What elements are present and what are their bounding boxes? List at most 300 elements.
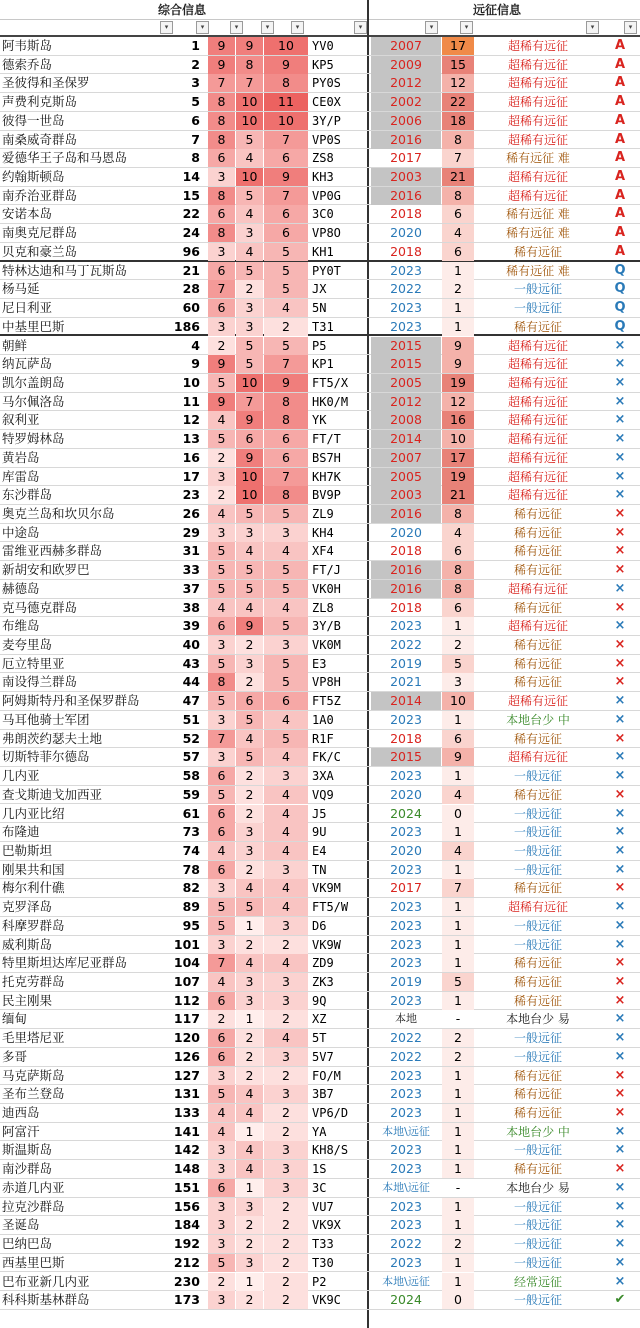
- score-2: 4: [236, 1160, 263, 1178]
- table-row[interactable]: [0, 580, 640, 599]
- filter-dropdown-icon[interactable]: ▾: [354, 21, 367, 34]
- score-1: 6: [208, 767, 235, 785]
- score-1: 5: [208, 542, 235, 560]
- status-a-icon: A: [614, 94, 626, 110]
- callsign-prefix: 5N: [312, 301, 327, 316]
- table-row[interactable]: [0, 74, 640, 93]
- years-since: 1: [442, 1198, 474, 1216]
- entity-name: 圣布兰登岛: [2, 1086, 65, 1102]
- callsign-prefix: VK9M: [312, 881, 341, 896]
- last-expedition-year: 2021: [390, 674, 422, 690]
- expedition-category: 稀有远征: [513, 993, 562, 1008]
- score-3: 11: [264, 93, 308, 111]
- score-1: 9: [208, 37, 235, 55]
- status-a-icon: A: [614, 225, 626, 241]
- expedition-category: 超稀有远征: [507, 694, 568, 709]
- table-row[interactable]: [0, 805, 640, 824]
- callsign-prefix: HK0/M: [312, 394, 349, 409]
- rank-value: 141: [173, 1123, 200, 1139]
- last-expedition-year: 2015: [371, 748, 441, 766]
- expedition-category: 一般远征: [513, 806, 562, 821]
- callsign-prefix: ZS8: [312, 151, 334, 166]
- callsign-prefix: VK0H: [312, 581, 341, 596]
- table-row[interactable]: [0, 205, 640, 224]
- table-row[interactable]: [0, 1160, 640, 1179]
- years-since: 4: [442, 842, 474, 860]
- entity-name: 南设得兰群岛: [2, 674, 78, 690]
- table-row[interactable]: [0, 505, 640, 524]
- rank-value: 117: [173, 1011, 200, 1027]
- score-1: 8: [208, 224, 235, 242]
- table-row[interactable]: [0, 1067, 640, 1086]
- score-1: 5: [208, 898, 235, 916]
- score-1: 4: [208, 973, 235, 991]
- x-mark-icon: ×: [614, 880, 626, 896]
- expedition-category: 超稀有远征: [507, 375, 568, 390]
- expedition-category: 稀有远征: [513, 731, 562, 746]
- score-3: 2: [264, 1067, 308, 1085]
- entity-name: 阿姆斯特丹和圣保罗群岛: [2, 693, 140, 709]
- last-expedition-year: 2005: [371, 374, 441, 392]
- table-row[interactable]: [0, 599, 640, 618]
- entity-name: 托克劳群岛: [2, 974, 65, 989]
- expedition-category: 稀有远征 难: [506, 207, 570, 222]
- rank-value: 2: [191, 56, 200, 72]
- entity-name: 黄岩岛: [2, 449, 40, 465]
- table-row[interactable]: [0, 673, 640, 692]
- table-row[interactable]: [0, 655, 640, 674]
- score-1: 5: [208, 580, 235, 598]
- x-mark-icon: ×: [614, 805, 626, 821]
- entity-name: 声费利克斯岛: [2, 94, 78, 110]
- callsign-prefix: D6: [312, 918, 327, 933]
- score-1: 6: [208, 1029, 235, 1047]
- score-3: 2: [264, 1273, 308, 1291]
- rank-value: 8: [191, 150, 200, 166]
- years-since: 7: [442, 879, 474, 897]
- table-row[interactable]: [0, 1179, 640, 1198]
- callsign-prefix: VP8H: [312, 675, 341, 690]
- score-3: 4: [264, 954, 308, 972]
- rank-value: 60: [182, 300, 200, 316]
- expedition-category: 稀有远征: [513, 563, 562, 578]
- rank-value: 9: [191, 356, 200, 372]
- score-1: 6: [208, 617, 235, 635]
- score-2: 5: [236, 561, 263, 579]
- score-1: 3: [208, 318, 235, 336]
- table-row[interactable]: [0, 1141, 640, 1160]
- callsign-prefix: YA: [312, 1124, 327, 1139]
- filter-dropdown-icon[interactable]: ▾: [624, 21, 637, 34]
- years-since: 1: [442, 318, 474, 336]
- entity-name: 贝克和豪兰岛: [2, 243, 78, 259]
- x-mark-icon: ×: [614, 524, 626, 540]
- entity-name: 南沙群岛: [2, 1161, 53, 1177]
- score-1: 6: [208, 805, 235, 823]
- years-since: 1: [442, 262, 474, 280]
- expedition-category: 本地台少 易: [506, 1012, 570, 1027]
- filter-dropdown-icon[interactable]: ▾: [261, 21, 274, 34]
- entity-name: 马克萨斯岛: [2, 1067, 65, 1083]
- years-since: 19: [442, 374, 474, 392]
- last-expedition-year: 2023: [390, 711, 422, 727]
- last-expedition-year: 本地: [395, 1012, 417, 1026]
- expedition-category: 一般远征: [513, 1143, 562, 1158]
- table-row[interactable]: [0, 1198, 640, 1217]
- score-2: 6: [236, 692, 263, 710]
- score-3: 4: [264, 599, 308, 617]
- x-mark-icon: ×: [614, 824, 626, 840]
- table-row[interactable]: [0, 767, 640, 786]
- table-row[interactable]: [0, 318, 640, 337]
- score-3: 2: [264, 1216, 308, 1234]
- rank-value: 10: [182, 374, 200, 390]
- last-expedition-year: 2023: [390, 992, 422, 1008]
- callsign-prefix: ZK3: [312, 975, 334, 989]
- expedition-category: 超稀有远征: [507, 581, 568, 596]
- table-row[interactable]: [0, 861, 640, 880]
- entity-name: 阿富汗: [2, 1123, 40, 1139]
- table-row[interactable]: [0, 112, 640, 131]
- score-3: 4: [264, 299, 308, 317]
- table-row[interactable]: [0, 711, 640, 730]
- table-row[interactable]: [0, 93, 640, 112]
- x-mark-icon: ×: [614, 356, 626, 372]
- expedition-category: 稀有远征: [513, 1162, 562, 1177]
- entity-name: 东沙群岛: [2, 487, 53, 503]
- last-expedition-year: 2018: [390, 206, 422, 222]
- table-row[interactable]: [0, 617, 640, 636]
- expedition-category: 超稀有远征: [507, 432, 568, 447]
- years-since: 6: [442, 243, 474, 261]
- filter-dropdown-icon[interactable]: ▾: [425, 21, 438, 34]
- table-row[interactable]: [0, 243, 640, 262]
- table-row[interactable]: [0, 168, 640, 187]
- entity-name: 中途岛: [2, 524, 40, 540]
- last-expedition-year: 2019: [390, 974, 422, 989]
- callsign-prefix: VP0G: [312, 188, 341, 203]
- callsign-prefix: XZ: [312, 1012, 327, 1027]
- table-row[interactable]: [0, 936, 640, 955]
- table-row[interactable]: [0, 730, 640, 749]
- score-1: 5: [208, 917, 235, 935]
- callsign-prefix: 3XA: [312, 769, 334, 784]
- score-1: 3: [208, 468, 235, 486]
- rank-value: 212: [173, 1254, 200, 1270]
- expedition-category: 稀有远征 难: [506, 263, 570, 278]
- filter-dropdown-icon[interactable]: ▾: [196, 21, 209, 34]
- callsign-prefix: T31: [312, 319, 334, 334]
- score-2: 2: [236, 1067, 263, 1085]
- expedition-category: 超稀有远征: [507, 488, 568, 503]
- last-expedition-year: 2023: [390, 1067, 422, 1083]
- filter-dropdown-icon[interactable]: ▾: [460, 21, 473, 34]
- table-row[interactable]: [0, 1104, 640, 1123]
- expedition-category: 稀有远征: [513, 956, 562, 971]
- table-row[interactable]: [0, 187, 640, 206]
- rank-value: 127: [173, 1067, 200, 1083]
- years-since: 8: [442, 580, 474, 598]
- table-row[interactable]: [0, 542, 640, 561]
- years-since: -: [455, 1011, 461, 1027]
- score-2: 2: [236, 767, 263, 785]
- table-row[interactable]: [0, 748, 640, 767]
- score-1: 2: [208, 486, 235, 504]
- last-expedition-year: 2003: [371, 486, 441, 504]
- table-row[interactable]: [0, 973, 640, 992]
- table-row[interactable]: [0, 430, 640, 449]
- callsign-prefix: BV9P: [312, 488, 341, 503]
- years-since: 2: [442, 636, 474, 654]
- callsign-prefix: P2: [312, 1274, 327, 1289]
- table-row[interactable]: [0, 149, 640, 168]
- table-row[interactable]: [0, 393, 640, 412]
- score-3: 5: [264, 337, 308, 355]
- table-row[interactable]: [0, 1291, 640, 1310]
- last-expedition-year: 2024: [390, 805, 422, 821]
- status-a-icon: A: [614, 56, 626, 72]
- rank-value: 89: [182, 899, 200, 915]
- table-row[interactable]: [0, 337, 640, 356]
- expedition-category: 一般远征: [513, 918, 562, 933]
- years-since: -: [455, 1179, 461, 1195]
- score-2: 3: [236, 842, 263, 860]
- entity-name: 圣诞岛: [2, 1217, 40, 1233]
- table-row[interactable]: [0, 879, 640, 898]
- score-1: 3: [208, 168, 235, 186]
- expedition-category: 本地台少 中: [506, 712, 570, 727]
- score-2: 2: [236, 673, 263, 691]
- score-1: 5: [208, 655, 235, 673]
- rank-value: 17: [182, 468, 200, 484]
- callsign-prefix: VK9C: [312, 1293, 341, 1308]
- score-2: 10: [236, 468, 263, 486]
- filter-dropdown-icon[interactable]: ▾: [230, 21, 243, 34]
- table-row[interactable]: [0, 468, 640, 487]
- table-row[interactable]: [0, 449, 640, 468]
- table-row[interactable]: [0, 224, 640, 243]
- table-row[interactable]: [0, 1254, 640, 1273]
- x-mark-icon: ×: [614, 637, 626, 653]
- table-row[interactable]: [0, 411, 640, 430]
- x-mark-icon: ×: [614, 786, 626, 802]
- last-expedition-year: 2018: [390, 243, 422, 259]
- score-1: 3: [208, 636, 235, 654]
- last-expedition-year: 2015: [371, 337, 441, 355]
- table-row[interactable]: [0, 37, 640, 56]
- callsign-prefix: T33: [312, 1237, 334, 1252]
- table-row[interactable]: [0, 692, 640, 711]
- table-row[interactable]: [0, 56, 640, 75]
- score-3: 6: [264, 149, 308, 167]
- score-1: 6: [208, 205, 235, 223]
- score-2: 10: [236, 168, 263, 186]
- rank-value: 5: [191, 94, 200, 110]
- score-1: 4: [208, 599, 235, 617]
- table-row[interactable]: [0, 262, 640, 281]
- score-1: 3: [208, 243, 235, 261]
- score-3: 10: [264, 37, 308, 55]
- right-section-title: 远征信息: [473, 3, 522, 17]
- status-q-icon: Q: [614, 262, 626, 278]
- entity-name: 圣彼得和圣保罗: [2, 75, 90, 91]
- years-since: 6: [442, 205, 474, 223]
- rank-value: 126: [173, 1048, 200, 1064]
- entity-name: 爱德华王子岛和马恩岛: [2, 150, 128, 166]
- entity-name: 库雷岛: [2, 468, 40, 484]
- last-expedition-year: 2009: [371, 56, 441, 74]
- score-3: 6: [264, 430, 308, 448]
- table-row[interactable]: [0, 636, 640, 655]
- years-since: 1: [442, 767, 474, 785]
- filter-dropdown-icon[interactable]: ▾: [160, 21, 173, 34]
- score-3: 5: [264, 505, 308, 523]
- score-2: 4: [236, 1141, 263, 1159]
- status-a-icon: A: [614, 131, 626, 147]
- score-2: 10: [236, 374, 263, 392]
- years-since: 1: [442, 617, 474, 635]
- expedition-category: 稀有远征: [513, 244, 562, 259]
- score-3: 4: [264, 805, 308, 823]
- table-row[interactable]: [0, 374, 640, 393]
- x-mark-icon: ×: [614, 1105, 626, 1121]
- table-row[interactable]: [0, 1273, 640, 1292]
- score-1: 4: [208, 842, 235, 860]
- rank-value: 43: [182, 655, 200, 671]
- score-1: 7: [208, 74, 235, 92]
- years-since: 4: [442, 786, 474, 804]
- score-3: 2: [264, 1010, 308, 1028]
- table-row[interactable]: [0, 1216, 640, 1235]
- score-1: 3: [208, 879, 235, 897]
- table-row[interactable]: [0, 131, 640, 150]
- score-1: 5: [208, 374, 235, 392]
- score-2: 3: [236, 1198, 263, 1216]
- last-expedition-year: 2023: [390, 1254, 422, 1270]
- table-row[interactable]: [0, 524, 640, 543]
- last-expedition-year: 2020: [390, 786, 422, 802]
- status-a-icon: A: [614, 75, 626, 91]
- years-since: 8: [442, 131, 474, 149]
- score-2: 2: [236, 936, 263, 954]
- score-3: 5: [264, 617, 308, 635]
- years-since: 1: [442, 1104, 474, 1122]
- table-row[interactable]: [0, 786, 640, 805]
- table-row[interactable]: [0, 299, 640, 318]
- callsign-prefix: KH4: [312, 525, 334, 540]
- callsign-prefix: ZD9: [312, 956, 334, 971]
- table-row[interactable]: [0, 954, 640, 973]
- entity-name: 迪西岛: [2, 1105, 40, 1121]
- years-since: 9: [442, 748, 474, 766]
- years-since: 21: [442, 168, 474, 186]
- x-mark-icon: ×: [614, 936, 626, 952]
- score-3: 4: [264, 711, 308, 729]
- rank-value: 73: [182, 824, 200, 840]
- table-row[interactable]: [0, 823, 640, 842]
- last-expedition-year: 2023: [390, 618, 422, 634]
- years-since: 19: [442, 468, 474, 486]
- entity-name: 南奥克尼群岛: [2, 225, 78, 241]
- table-row[interactable]: [0, 1010, 640, 1029]
- table-row[interactable]: [0, 1235, 640, 1254]
- expedition-category: 一般远征: [513, 862, 562, 877]
- x-mark-icon: ×: [614, 1086, 626, 1102]
- rank-value: 151: [173, 1179, 200, 1195]
- score-3: 6: [264, 692, 308, 710]
- callsign-prefix: 3B7: [312, 1087, 334, 1102]
- table-row[interactable]: [0, 992, 640, 1011]
- table-row[interactable]: [0, 486, 640, 505]
- years-since: 4: [442, 524, 474, 542]
- expedition-category: 一般远征: [513, 1199, 562, 1214]
- table-row[interactable]: [0, 1085, 640, 1104]
- table-row[interactable]: [0, 355, 640, 374]
- years-since: 1: [442, 936, 474, 954]
- score-1: 5: [208, 1085, 235, 1103]
- x-mark-icon: ×: [614, 337, 626, 353]
- check-icon: ✔: [614, 1292, 626, 1308]
- rank-value: 22: [182, 206, 200, 222]
- expedition-category: 稀有远征: [513, 319, 562, 334]
- expedition-category: 一般远征: [513, 843, 562, 858]
- table-row[interactable]: [0, 280, 640, 299]
- score-2: 8: [236, 56, 263, 74]
- expedition-category: 稀有远征: [513, 675, 562, 690]
- years-since: 1: [442, 1123, 474, 1141]
- x-mark-icon: ×: [614, 1048, 626, 1064]
- years-since: 22: [442, 93, 474, 111]
- status-a-icon: A: [614, 206, 626, 222]
- filter-dropdown-icon[interactable]: ▾: [291, 21, 304, 34]
- table-row[interactable]: [0, 898, 640, 917]
- score-1: 5: [208, 786, 235, 804]
- last-expedition-year: 2019: [390, 655, 422, 671]
- score-2: 4: [236, 954, 263, 972]
- table-row[interactable]: [0, 561, 640, 580]
- rank-value: 7: [191, 131, 200, 147]
- score-2: 2: [236, 1216, 263, 1234]
- last-expedition-year: 2014: [371, 692, 441, 710]
- table-row[interactable]: [0, 1123, 640, 1142]
- years-since: 18: [442, 112, 474, 130]
- table-row[interactable]: [0, 1048, 640, 1067]
- rank-value: 40: [182, 637, 200, 653]
- score-1: 6: [208, 1179, 235, 1197]
- rank-value: 112: [173, 992, 200, 1008]
- score-1: 5: [208, 430, 235, 448]
- table-row[interactable]: [0, 917, 640, 936]
- score-3: 2: [264, 936, 308, 954]
- rank-value: 58: [182, 768, 200, 784]
- last-expedition-year: 2024: [390, 1292, 422, 1308]
- expedition-category: 一般远征: [513, 825, 562, 840]
- score-3: 7: [264, 355, 308, 373]
- table-row[interactable]: [0, 1029, 640, 1048]
- years-since: 6: [442, 542, 474, 560]
- score-3: 9: [264, 56, 308, 74]
- score-3: 2: [264, 1235, 308, 1253]
- expedition-category: 超稀有远征: [507, 450, 568, 465]
- table-row[interactable]: [0, 842, 640, 861]
- score-1: 8: [208, 187, 235, 205]
- entity-name: 西基里巴斯: [2, 1254, 65, 1270]
- entity-name: 刚果共和国: [2, 861, 65, 877]
- last-expedition-year: 2007: [371, 449, 441, 467]
- filter-dropdown-icon[interactable]: ▾: [586, 21, 599, 34]
- years-since: 17: [442, 37, 474, 55]
- rank-value: 37: [182, 580, 200, 596]
